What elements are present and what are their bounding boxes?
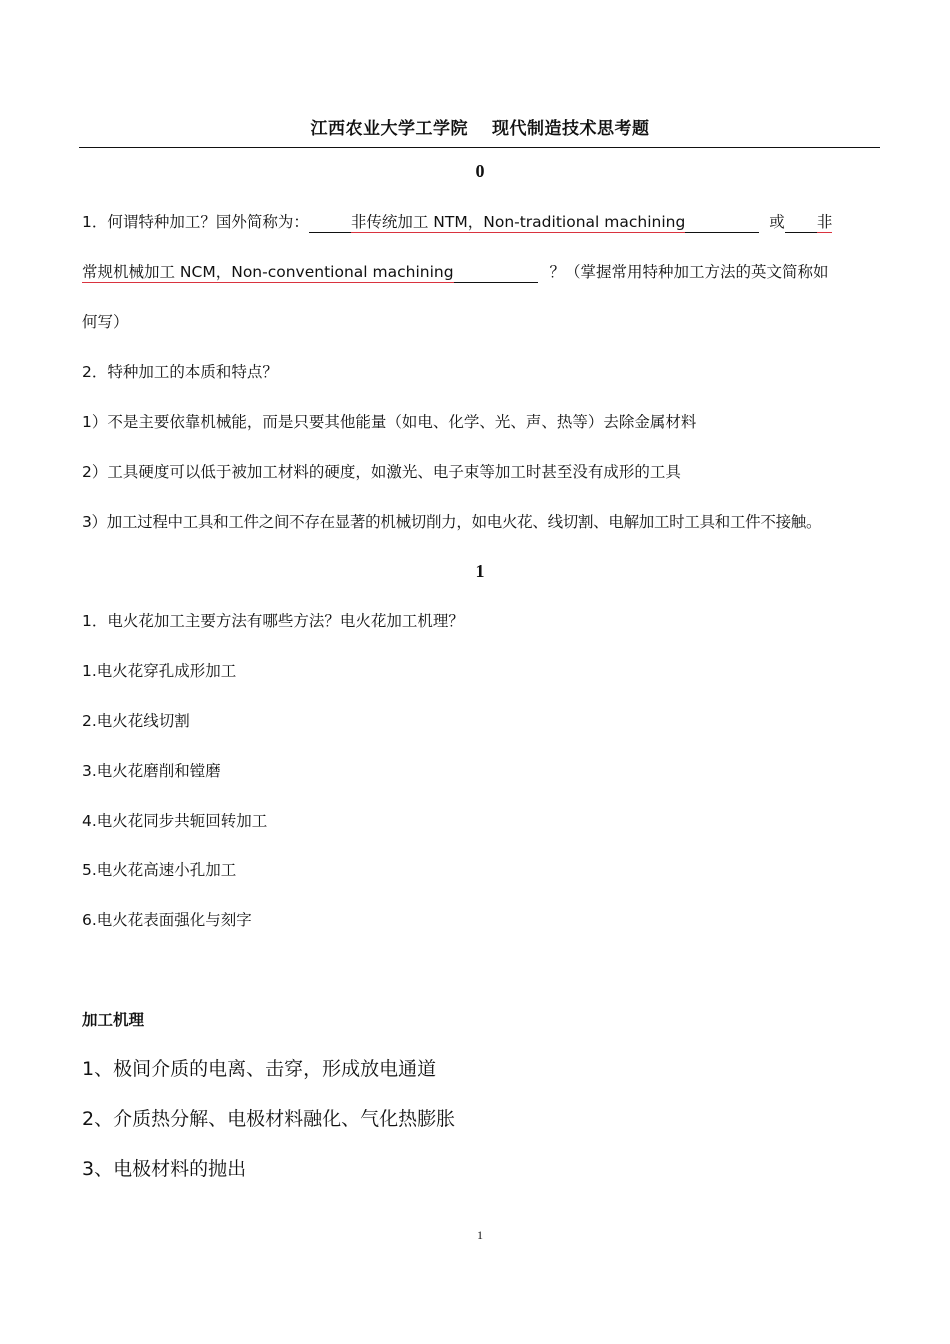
q0-point-3: 3）加工过程中工具和工件之间不存在显著的机械切削力，如电火花、线切割、电解加工时工具和工件不接触。 — [82, 513, 822, 531]
title-rule — [79, 147, 880, 148]
q0-line-2 — [82, 260, 829, 282]
page-title: 江西农业大学工学院 现代制造技术思考题 — [310, 119, 650, 139]
q0-answer-2-blank-cont — [82, 263, 538, 283]
method-item: 2.电火花线切割 — [82, 712, 190, 730]
q0-answer-1: 非传统加工 NTM，Non-traditional machining — [350, 213, 686, 231]
section-number-1: 1 — [475, 561, 485, 581]
method-item: 5.电火花高速小孔加工 — [82, 861, 237, 879]
q0-answer-2-blank — [785, 213, 833, 233]
q0-answer-2: 常规机械加工 NCM，Non-conventional machining — [82, 263, 454, 281]
q0-line-3: 何写） — [82, 313, 129, 331]
q0-answer-2-start: 非 — [816, 213, 833, 231]
method-item: 1.电火花穿孔成形加工 — [82, 662, 237, 680]
q0-question-2: 2．特种加工的本质和特点？ — [82, 363, 278, 381]
mechanism-item: 1、极间介质的电离、击穿，形成放电通道 — [82, 1058, 437, 1080]
q0-or: 或 — [769, 213, 785, 231]
q0-suffix: ？（掌握常用特种加工方法的英文简称如 — [549, 263, 829, 281]
q0-point-2: 2）工具硬度可以低于被加工材料的硬度，如激光、电子束等加工时甚至没有成形的工具 — [82, 463, 681, 481]
section-number-0: 0 — [475, 161, 485, 181]
q1-question: 1．电火花加工主要方法有哪些方法？电火花加工机理？ — [82, 612, 464, 630]
q0-point-1: 1）不是主要依靠机械能，而是只要其他能量（如电、化学、光、声、热等）去除金属材料 — [82, 413, 697, 431]
q0-line-1 — [82, 210, 832, 232]
q0-prefix: 1．何谓特种加工？国外简称为： — [82, 213, 309, 231]
method-item: 3.电火花磨削和镗磨 — [82, 762, 221, 780]
mechanism-item: 3、电极材料的抛出 — [82, 1158, 247, 1180]
q0-answer-1-blank — [309, 213, 759, 233]
method-item: 4.电火花同步共轭回转加工 — [82, 812, 268, 830]
mechanism-item: 2、介质热分解、电极材料融化、气化热膨胀 — [82, 1108, 456, 1130]
method-item: 6.电火花表面强化与刻字 — [82, 911, 252, 929]
page-number: 1 — [477, 1228, 483, 1242]
mechanism-heading: 加工机理 — [82, 1011, 145, 1029]
